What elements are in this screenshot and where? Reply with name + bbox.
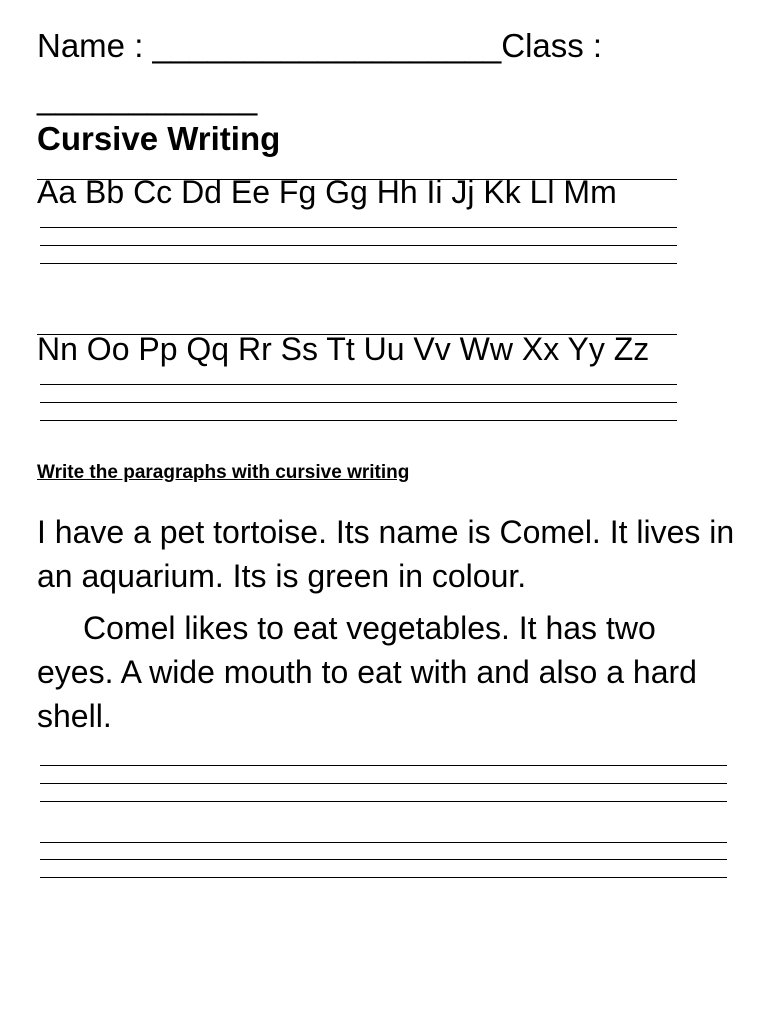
paragraph-1: I have a pet tortoise. Its name is Comel. It lives in an aquarium. Its is green in colour. bbox=[37, 514, 735, 594]
practice-line bbox=[40, 801, 727, 802]
name-class-field: Name : ___________________Class : bbox=[37, 27, 603, 64]
alphabet-row-2: Nn Oo Pp Qq Rr Ss Tt Uu Vv Ww Xx Yy Zz bbox=[37, 331, 650, 367]
page-title: Cursive Writing bbox=[37, 120, 281, 157]
practice-line bbox=[40, 765, 727, 766]
practice-line bbox=[40, 877, 727, 878]
practice-line bbox=[40, 842, 727, 843]
alphabet-row-1: Aa Bb Cc Dd Ee Fg Gg Hh Ii Jj Kk Ll Mm bbox=[37, 174, 617, 210]
practice-line bbox=[40, 420, 677, 421]
practice-line bbox=[40, 263, 677, 264]
practice-line bbox=[40, 783, 727, 784]
practice-line bbox=[40, 402, 677, 403]
practice-line bbox=[40, 245, 677, 246]
practice-line bbox=[40, 859, 727, 860]
practice-line bbox=[40, 227, 677, 228]
instruction-heading: Write the paragraphs with cursive writing bbox=[37, 462, 410, 483]
class-field-line: ____________ bbox=[37, 79, 258, 116]
practice-line bbox=[40, 384, 677, 385]
paragraph-2: Comel likes to eat vegetables. It has two eyes. A wide mouth to eat with and also a hard shell. bbox=[37, 610, 697, 734]
